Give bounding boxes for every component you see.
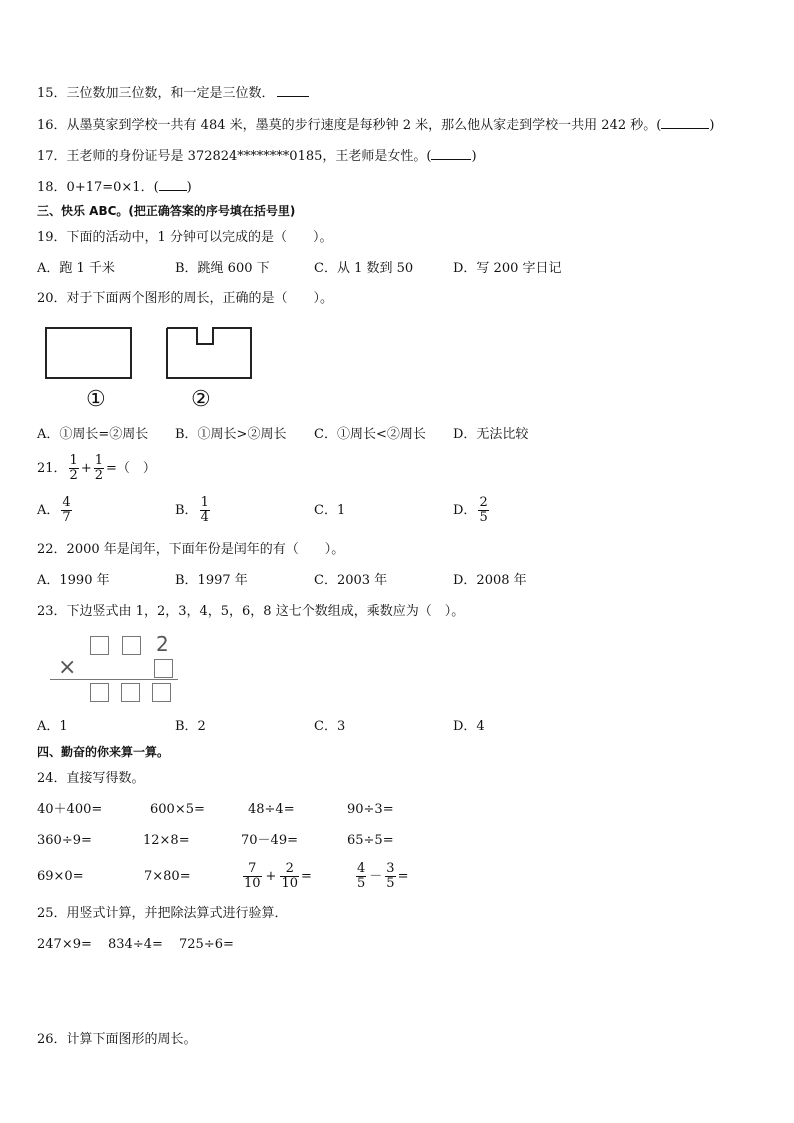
fraction-half-1: $\frac{1}{2}$ xyxy=(69,453,78,483)
question-23 xyxy=(37,604,464,620)
q21-option-c[interactable]: C．1 xyxy=(314,503,346,518)
question-24 xyxy=(37,771,145,787)
q19-option-d[interactable]: D．写 200 字日记 xyxy=(453,261,562,276)
equals-paren: =（ ） xyxy=(106,461,156,476)
calc-item: 7×80= xyxy=(144,869,191,884)
q23-option-b[interactable]: B．2 xyxy=(175,719,206,734)
figure-2-notched-rectangle xyxy=(167,328,251,378)
question-number: 17． xyxy=(37,149,67,164)
calc-item: 90÷3= xyxy=(347,802,394,817)
calc-item: 12×8= xyxy=(143,833,190,848)
times-sign: × xyxy=(58,655,77,680)
fraction: $\frac{2}{10}$ xyxy=(281,861,298,891)
question-text: 用竖式计算，并把除法算式进行验算． xyxy=(66,906,288,921)
calc-item: 70－49= xyxy=(241,833,298,848)
question-number: 25． xyxy=(37,906,67,921)
calc-item-fraction-sum: $\frac{7}{10}$ + $\frac{2}{10}$ = xyxy=(244,861,312,891)
question-text: 对于下面两个图形的周长，正确的是（ ）。 xyxy=(66,291,334,306)
q22-option-b[interactable]: B．1997 年 xyxy=(175,573,248,588)
q20-option-c[interactable]: C．①周长<②周长 xyxy=(314,427,426,442)
question-number: 23． xyxy=(37,604,67,619)
question-15 xyxy=(37,84,309,102)
answer-blank[interactable] xyxy=(431,147,471,160)
answer-blank[interactable] xyxy=(159,178,187,191)
question-26 xyxy=(37,1032,197,1048)
question-text: 直接写得数。 xyxy=(66,771,145,786)
calc-item: 247×9= xyxy=(37,937,92,952)
question-number: 22． xyxy=(37,542,67,557)
figure-label-1: ① xyxy=(86,387,106,412)
plus-sign: + xyxy=(80,461,92,476)
fraction: $\frac{2}{5}$ xyxy=(479,495,488,525)
question-text: 0+17=0×1．( xyxy=(66,180,159,195)
question-text: 计算下面图形的周长。 xyxy=(66,1032,197,1047)
perimeter-figures xyxy=(40,324,260,382)
q23-option-a[interactable]: A．1 xyxy=(37,719,68,734)
question-number: 26． xyxy=(37,1032,67,1047)
question-number: 18． xyxy=(37,180,67,195)
answer-blank[interactable] xyxy=(661,116,709,129)
question-20 xyxy=(37,291,333,307)
q20-option-b[interactable]: B．①周长>②周长 xyxy=(175,427,287,442)
digit-box[interactable] xyxy=(90,636,109,655)
calc-item-fraction-difference: $\frac{4}{5}$ － $\frac{3}{5}$ = xyxy=(357,861,409,891)
calc-item: 69×0= xyxy=(37,869,84,884)
section-heading-3: 三、快乐 ABC。(把正确答案的序号填在括号里) xyxy=(37,204,296,218)
fraction: $\frac{4}{7}$ xyxy=(62,495,71,525)
calc-item: 360÷9= xyxy=(37,833,92,848)
calc-item: 48÷4= xyxy=(248,802,295,817)
question-number: 21． xyxy=(37,461,67,476)
q19-option-b[interactable]: B．跳绳 600 下 xyxy=(175,261,270,276)
q20-option-d[interactable]: D．无法比较 xyxy=(453,427,529,442)
section-heading-4: 四、勤奋的你来算一算。 xyxy=(37,745,170,759)
question-16 xyxy=(37,116,714,134)
q22-option-a[interactable]: A．1990 年 xyxy=(37,573,110,588)
question-number: 20． xyxy=(37,291,67,306)
question-19 xyxy=(37,230,332,246)
question-21 xyxy=(37,452,156,486)
closing-paren: ) xyxy=(186,180,192,195)
question-text: 下面的活动中，1 分钟可以完成的是（ ）。 xyxy=(66,230,333,245)
fraction: $\frac{3}{5}$ xyxy=(386,861,395,891)
figure-label-2: ② xyxy=(191,387,211,412)
question-25 xyxy=(37,906,288,922)
digit-box[interactable] xyxy=(122,636,141,655)
closing-paren: ) xyxy=(471,149,477,164)
question-text: 三位数加三位数，和一定是三位数． xyxy=(66,86,275,101)
q22-option-c[interactable]: C．2003 年 xyxy=(314,573,388,588)
question-text: 从墨莫家到学校一共有 484 米，墨莫的步行速度是每秒钟 2 米，那么他从家走到学校一共用 242 秒。( xyxy=(66,118,662,133)
q21-option-a[interactable]: A． $\frac{4}{7}$ xyxy=(37,495,71,525)
question-number: 15． xyxy=(37,86,67,101)
q20-option-a[interactable]: A．①周长=②周长 xyxy=(37,427,149,442)
q21-option-b[interactable]: B． $\frac{1}{4}$ xyxy=(175,495,209,525)
answer-blank[interactable] xyxy=(277,84,309,97)
multiplier-box[interactable] xyxy=(154,659,173,678)
product-line xyxy=(50,679,178,680)
question-text: 下边竖式由 1，2，3，4，5，6，8 这七个数组成，乘数应为（ ）。 xyxy=(66,604,465,619)
fraction-half-2: $\frac{1}{2}$ xyxy=(94,453,104,483)
calc-item: 725÷6= xyxy=(179,937,234,952)
q23-option-c[interactable]: C．3 xyxy=(314,719,346,734)
fraction: $\frac{4}{5}$ xyxy=(357,861,366,891)
digit-box[interactable] xyxy=(152,683,171,702)
question-22 xyxy=(37,542,344,558)
question-text: 2000 年是闰年，下面年份是闰年的有（ ）。 xyxy=(66,542,345,557)
q23-option-d[interactable]: D．4 xyxy=(453,719,485,734)
question-17 xyxy=(37,147,477,165)
question-text: 王老师的身份证号是 372824********0185，王老师是女性。( xyxy=(66,149,432,164)
question-number: 19． xyxy=(37,230,67,245)
handwritten-digit: 2 xyxy=(156,632,169,656)
calc-item: 40＋400= xyxy=(37,802,103,817)
fraction: $\frac{7}{10}$ xyxy=(244,861,261,891)
fraction: $\frac{1}{4}$ xyxy=(200,495,209,525)
question-number: 16． xyxy=(37,118,67,133)
question-number: 24． xyxy=(37,771,67,786)
calc-item: 834÷4= xyxy=(108,937,163,952)
question-18 xyxy=(37,178,192,196)
q21-option-d[interactable]: D． $\frac{2}{5}$ xyxy=(453,495,488,525)
q22-option-d[interactable]: D．2008 年 xyxy=(453,573,527,588)
q19-option-c[interactable]: C．从 1 数到 50 xyxy=(314,261,414,276)
q19-option-a[interactable]: A．跑 1 千米 xyxy=(37,261,115,276)
digit-box[interactable] xyxy=(121,683,140,702)
calc-item: 600×5= xyxy=(150,802,205,817)
digit-box[interactable] xyxy=(90,683,109,702)
calc-item: 65÷5= xyxy=(347,833,394,848)
figure-1-rectangle xyxy=(46,328,131,378)
closing-paren: ) xyxy=(709,118,715,133)
